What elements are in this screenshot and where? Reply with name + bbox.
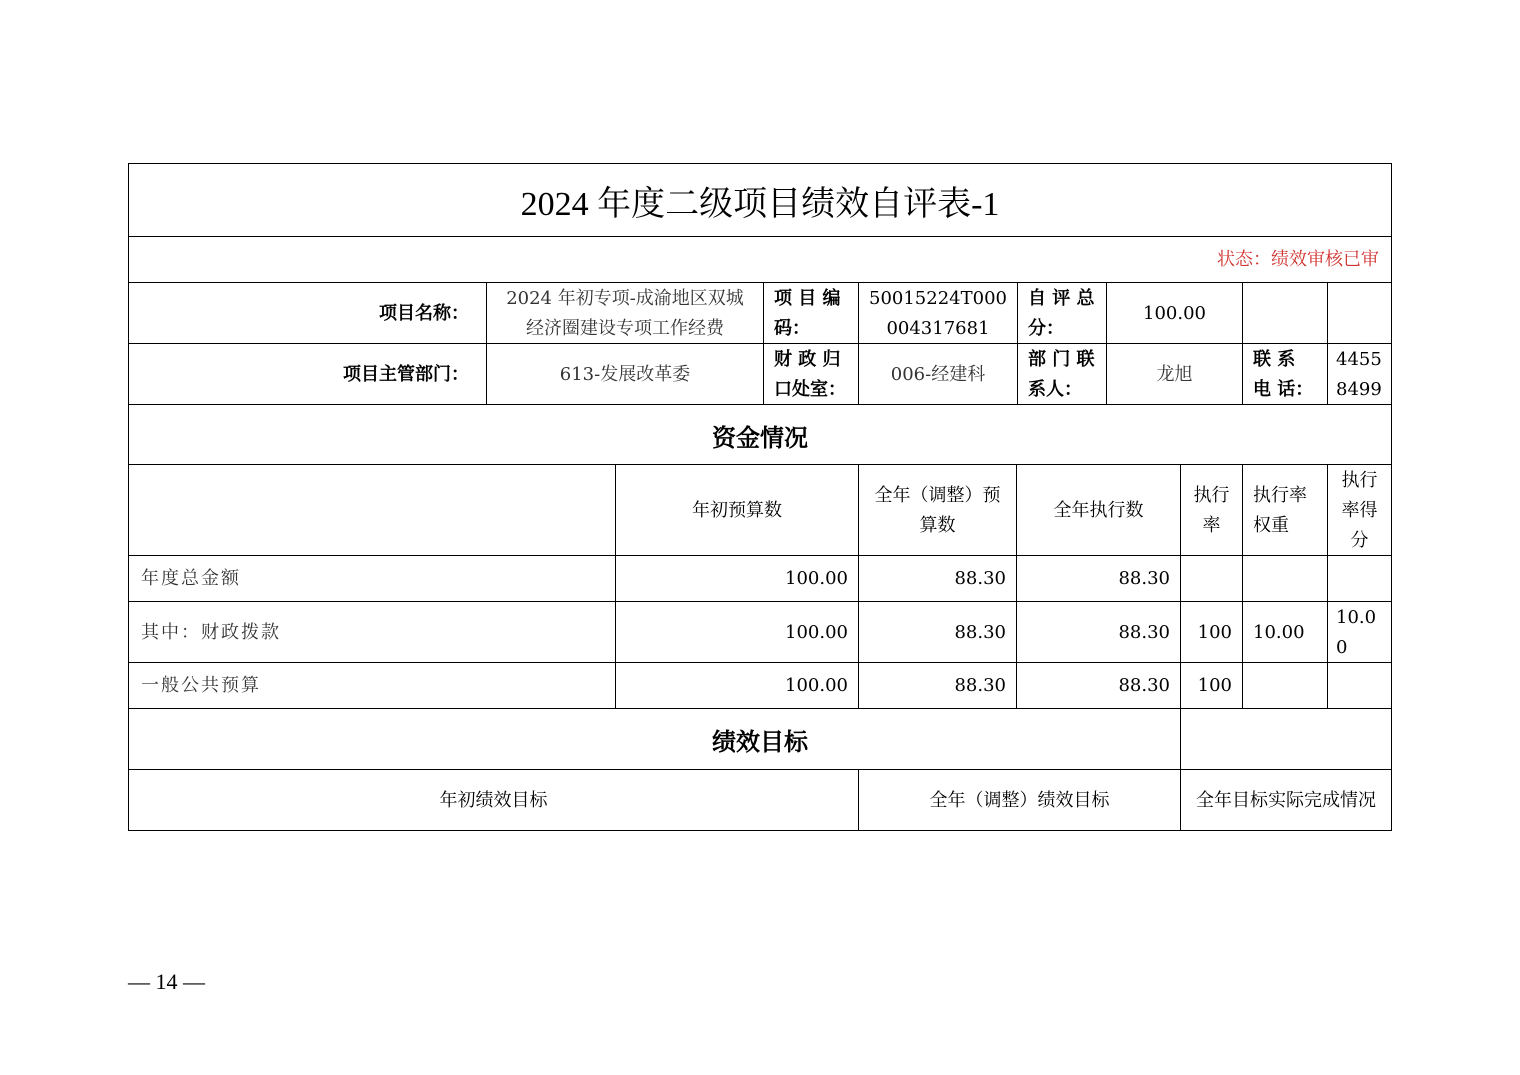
row-total-initial: 100.00 [785, 568, 848, 589]
header-initial-budget: 年初预算数 [692, 499, 782, 521]
row-total-rate [1181, 556, 1242, 602]
row-general-initial: 100.00 [785, 675, 848, 696]
row-fiscal-rate: 100 [1197, 621, 1232, 643]
row-fiscal-score: 10.00 [1336, 606, 1377, 658]
department-value: 613-发展改革委 [559, 363, 691, 385]
row-general-executed: 88.30 [1118, 675, 1170, 696]
funds-section-title: 资金情况 [712, 423, 808, 452]
header-execution-rate: 执行率 [1193, 484, 1230, 536]
goals-initial-header: 年初绩效目标 [439, 789, 548, 811]
project-name-label: 项目名称： [379, 302, 469, 324]
self-score-value: 100.00 [1143, 302, 1206, 324]
contact-person-label: 部 门 联 系人： [1028, 348, 1095, 400]
page-number: — 14 — [128, 969, 205, 994]
goals-section-title: 绩效目标 [712, 728, 808, 756]
row-general-rate: 100 [1197, 675, 1232, 696]
header-executed: 全年执行数 [1053, 499, 1144, 521]
row-fiscal-executed: 88.30 [1118, 621, 1170, 643]
status-text: 状态：绩效审核已审 [1217, 249, 1379, 270]
row-general-score [1328, 663, 1391, 709]
goals-actual-header: 全年目标实际完成情况 [1196, 789, 1376, 811]
self-score-label: 自 评 总 分： [1028, 287, 1095, 339]
goals-adjusted-header: 全年（调整）绩效目标 [929, 789, 1110, 811]
row-general-adjusted: 88.30 [954, 675, 1006, 696]
row-general-label: 一般公共预算 [141, 675, 261, 696]
row-general-weight [1243, 663, 1327, 709]
row-total-score [1328, 556, 1391, 602]
row-fiscal-adjusted: 88.30 [954, 621, 1006, 643]
header-adjusted-budget: 全年（调整）预算数 [874, 484, 1001, 536]
row-total-executed: 88.30 [1118, 568, 1170, 589]
row-fiscal-label: 其中：财政拨款 [141, 621, 281, 643]
finance-office-value: 006-经建科 [890, 363, 986, 385]
contact-person-value: 龙旭 [1156, 363, 1193, 385]
finance-office-label: 财 政 归 口处室： [774, 348, 846, 400]
contact-phone-label: 联 系 电 话： [1253, 348, 1314, 400]
header-rate-score: 执行率得分 [1341, 469, 1378, 551]
table-title: 2024 年度二级项目绩效自评表-1 [520, 186, 1000, 223]
row-fiscal-weight: 10.00 [1253, 621, 1305, 643]
project-code-label: 项 目 编 码： [774, 287, 841, 339]
project-code-value: 50015224T000004317681 [869, 287, 1007, 339]
row-fiscal-initial: 100.00 [785, 621, 848, 643]
row-total-label: 年度总金额 [141, 568, 241, 589]
row-total-weight [1243, 556, 1327, 602]
department-label: 项目主管部门： [343, 363, 469, 385]
row-total-adjusted: 88.30 [954, 568, 1006, 589]
contact-phone-value: 44558499 [1336, 348, 1382, 400]
header-rate-weight: 执行率权重 [1253, 484, 1307, 536]
project-name-value: 2024 年初专项-成渝地区双城经济圈建设专项工作经费 [506, 287, 744, 339]
